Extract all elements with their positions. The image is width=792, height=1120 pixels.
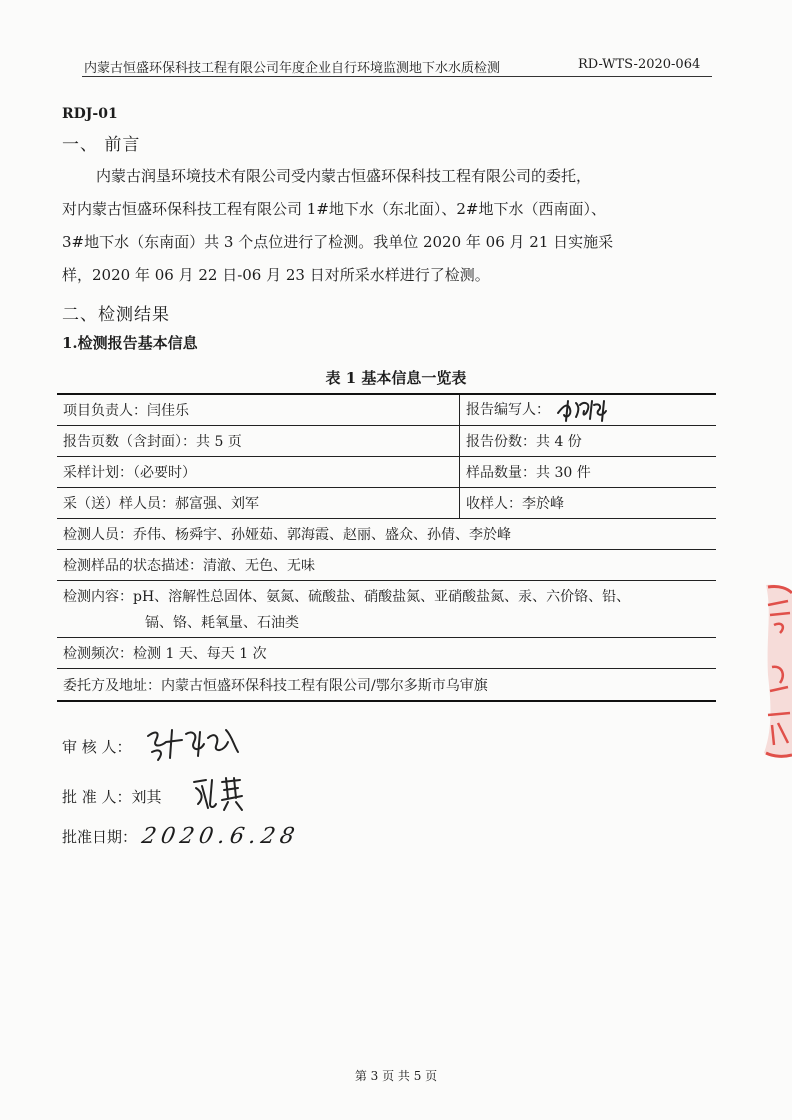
table-cell: 报告份数：共 4 份 [460, 426, 717, 457]
table-row [57, 519, 716, 550]
date-label: 批准日期： [62, 828, 138, 846]
basic-info-table [57, 393, 716, 702]
table-cell: 报告页数（含封面）：共 5 页 [57, 426, 460, 457]
section1-heading: 一、 前言 [62, 135, 141, 155]
table-row [57, 426, 716, 457]
approver-label: 批 准 人： [62, 788, 132, 806]
content-line: 镉、铬、耗氧量、石油类 [145, 615, 299, 631]
table-row [57, 550, 716, 581]
table-cell: 采（送）样人员：郝富强、刘军 [57, 488, 460, 519]
approval-date-row [62, 826, 137, 847]
doc-code: RDJ-01 [62, 106, 118, 122]
table-cell-author: 报告编写人： [460, 394, 717, 426]
table-cell-content [57, 581, 716, 638]
table-cell: 检测样品的状态描述：清澈、无色、无味 [57, 550, 716, 581]
intro-line: 对内蒙古恒盛环保科技工程有限公司 1#地下水（东北面）、2#地下水（西南面）、 [62, 200, 606, 218]
header-divider [82, 76, 712, 77]
reviewer-row [62, 736, 132, 757]
table-caption: 表 1 基本信息一览表 [325, 369, 467, 387]
reviewer-label: 审 核 人： [62, 738, 132, 756]
reviewer-signature [142, 722, 252, 764]
author-signature [554, 397, 614, 423]
table-cell: 检测频次：检测 1 天、每天 1 次 [57, 638, 716, 669]
report-number: RD-WTS-2020-064 [578, 57, 701, 72]
section2-subheading: 1.检测报告基本信息 [62, 334, 198, 352]
intro-line: 3#地下水（东南面）共 3 个点位进行了检测。我单位 2020 年 06 月 21 日实施采 [62, 233, 614, 251]
table-row [57, 394, 716, 426]
table-cell: 委托方及地址：内蒙古恒盛环保科技工程有限公司/鄂尔多斯市乌审旗 [57, 669, 716, 702]
table-cell: 检测人员：乔伟、杨舜宇、孙娅茹、郭海霞、赵丽、盛众、孙倩、李於峰 [57, 519, 716, 550]
intro-line: 内蒙古润垦环境技术有限公司受内蒙古恒盛环保科技工程有限公司的委托， [96, 167, 592, 185]
table-cell: 采样计划：（必要时） [57, 457, 460, 488]
page-footer: 第 3 页 共 5 页 [354, 1069, 438, 1083]
table-cell: 项目负责人：闫佳乐 [57, 394, 460, 426]
approver-row [62, 786, 162, 807]
intro-line: 样，2020 年 06 月 22 日-06 月 23 日对所采水样进行了检测。 [62, 266, 490, 284]
table-row [57, 669, 716, 702]
approver-name: 刘其 [131, 788, 162, 806]
table-row [57, 581, 716, 638]
content-line: 检测内容：pH、溶解性总固体、氨氮、硫酸盐、硝酸盐氮、亚硝酸盐氮、汞、六价铬、铅、 [63, 589, 631, 605]
intro-paragraph [62, 160, 732, 292]
official-seal [760, 575, 792, 765]
table-cell: 样品数量：共 30 件 [460, 457, 717, 488]
table-row [57, 457, 716, 488]
approver-signature [188, 774, 248, 814]
table-row [57, 638, 716, 669]
approval-date: 2020.6.28 [139, 824, 302, 849]
table-cell: 收样人：李於峰 [460, 488, 717, 519]
section2-heading: 二、检测结果 [62, 305, 170, 325]
table-row [57, 488, 716, 519]
header-title: 内蒙古恒盛环保科技工程有限公司年度企业自行环境监测地下水水质检测 [84, 61, 501, 76]
